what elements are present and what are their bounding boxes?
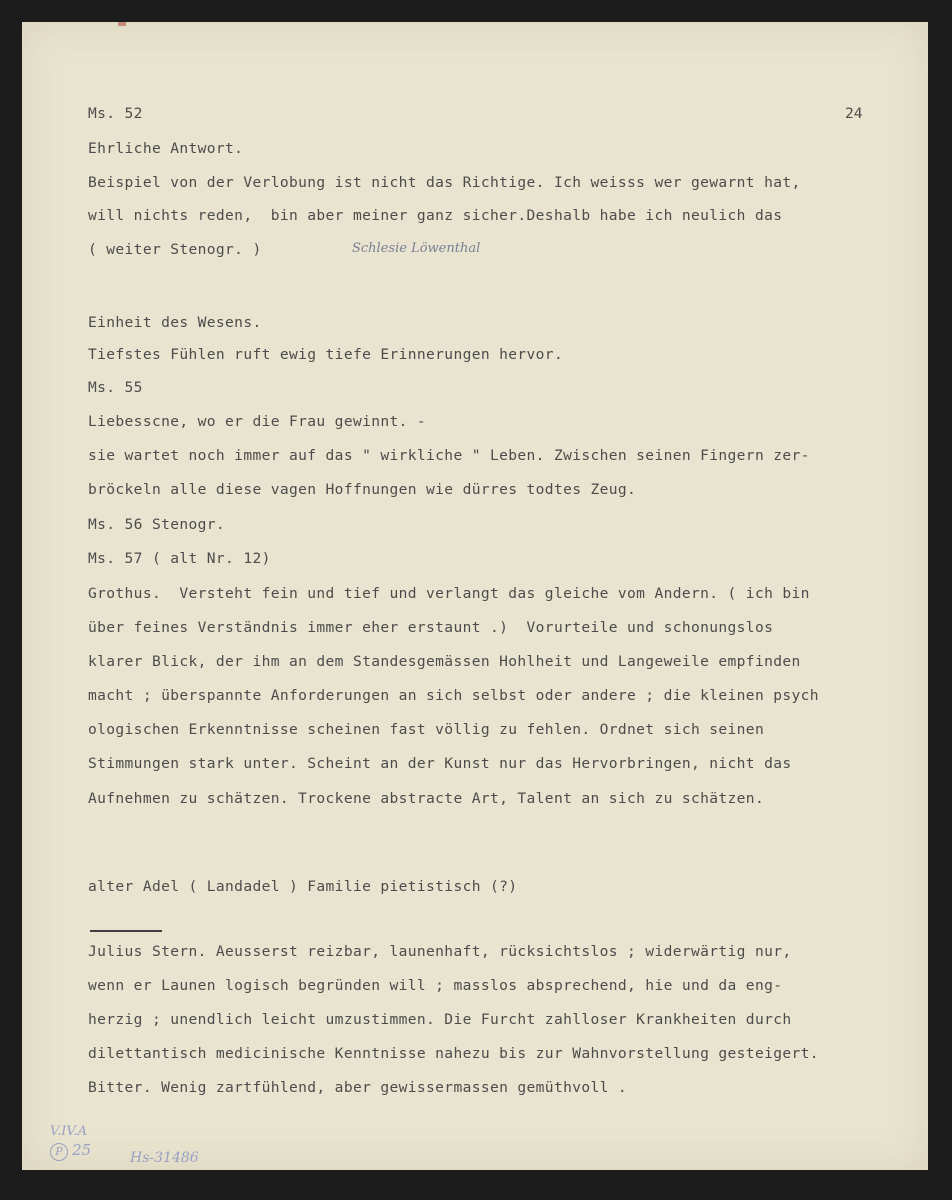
- typescript-page: [22, 22, 928, 1170]
- text-line: Bitter. Wenig zartfühlend, aber gewissermassen gemüthvoll .: [88, 1079, 628, 1096]
- text-line: Julius Stern. Aeusserst reizbar, launenhaft, rücksichtslos ; widerwärtig nur,: [88, 943, 792, 960]
- text-line: Ms. 57 ( alt Nr. 12): [88, 550, 271, 567]
- handwritten-annotation: Schlesie Löwenthal: [352, 241, 481, 256]
- shelf-mark: Hs-31486: [130, 1150, 199, 1166]
- section-divider: [90, 930, 162, 932]
- text-line: Ms. 56 Stenogr.: [88, 516, 226, 533]
- text-line: herzig ; unendlich leicht umzustimmen. Die Furcht zahlloser Krankheiten durch: [88, 1011, 792, 1028]
- text-line: Ms. 52: [88, 105, 143, 122]
- archive-item-number: 25: [72, 1141, 92, 1159]
- text-line: Beispiel von der Verlobung ist nicht das Richtige. Ich weisss wer gewarnt hat,: [88, 174, 801, 191]
- text-line: Liebesscne, wo er die Frau gewinnt. -: [88, 413, 427, 430]
- text-line: sie wartet noch immer auf das " wirkliche " Leben. Zwischen seinen Fingern zer-: [88, 447, 810, 464]
- text-line: bröckeln alle diese vagen Hoffnungen wie dürres todtes Zeug.: [88, 481, 637, 498]
- text-line: über feines Verständnis immer eher erstaunt .) Vorurteile und schonungslos: [88, 619, 774, 636]
- text-line: Ehrliche Antwort.: [88, 140, 244, 157]
- circled-letter-stamp: P: [50, 1143, 68, 1161]
- text-line: ologischen Erkenntnisse scheinen fast völlig zu fehlen. Ordnet sich seinen: [88, 721, 765, 738]
- paper-mark: [118, 22, 126, 26]
- page-number: 24: [845, 105, 863, 122]
- text-line: will nichts reden, bin aber meiner ganz sicher.Deshalb habe ich neulich das: [88, 207, 783, 224]
- text-line: Grothus. Versteht fein und tief und verlangt das gleiche vom Andern. ( ich bin: [88, 585, 810, 602]
- text-line: Einheit des Wesens.: [88, 314, 262, 331]
- text-line: Aufnehmen zu schätzen. Trockene abstracte Art, Talent an sich zu schätzen.: [88, 790, 765, 807]
- text-line: wenn er Launen logisch begründen will ; masslos absprechend, hie und da eng-: [88, 977, 783, 994]
- archive-signature: [50, 1124, 91, 1161]
- archive-signature-line: V.IV.A: [50, 1124, 88, 1139]
- text-line: alter Adel ( Landadel ) Familie pietistisch (?): [88, 878, 518, 895]
- text-line: Tiefstes Fühlen ruft ewig tiefe Erinnerungen hervor.: [88, 346, 564, 363]
- text-line: Stimmungen stark unter. Scheint an der Kunst nur das Hervorbringen, nicht das: [88, 755, 792, 772]
- text-line: klarer Blick, der ihm an dem Standesgemässen Hohlheit und Langeweile empfinden: [88, 653, 801, 670]
- text-line: ( weiter Stenogr. ): [88, 241, 262, 258]
- text-line: dilettantisch medicinische Kenntnisse nahezu bis zur Wahnvorstellung gesteigert.: [88, 1045, 819, 1062]
- text-line: Ms. 55: [88, 379, 143, 396]
- text-line: macht ; überspannte Anforderungen an sich selbst oder andere ; die kleinen psych: [88, 687, 819, 704]
